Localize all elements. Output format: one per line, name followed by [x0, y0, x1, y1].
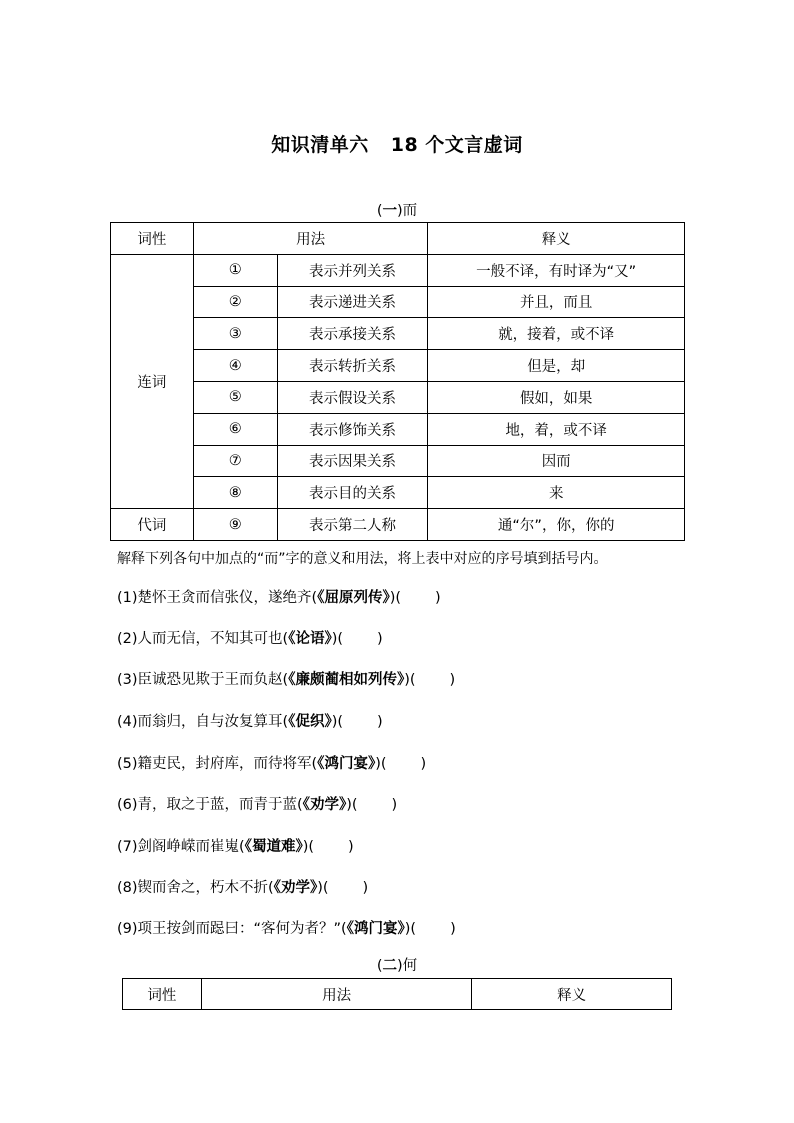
- row-usage: 表示修饰关系: [277, 413, 428, 445]
- table-row: [111, 254, 685, 286]
- row-num: ④: [193, 350, 277, 382]
- section-paren: ): [397, 203, 403, 219]
- table-row: [111, 509, 685, 541]
- section-number: 一: [382, 203, 397, 219]
- row-usage: 表示转折关系: [277, 350, 428, 382]
- item-source: 《劝学》: [273, 880, 318, 896]
- row-usage: 表示承接关系: [277, 318, 428, 350]
- item-text: (6)青，取之于蓝，而青于蓝(: [117, 797, 303, 813]
- usage-table-er: [110, 222, 685, 541]
- row-usage: 表示目的关系: [277, 477, 428, 509]
- table-row: [111, 413, 685, 445]
- item-bracket: )(: [317, 880, 329, 896]
- table-row: [111, 381, 685, 413]
- exercise-item: [117, 793, 397, 814]
- table-row: [111, 318, 685, 350]
- row-usage: 表示假设关系: [277, 381, 428, 413]
- group-pron: 代词: [111, 509, 194, 541]
- row-num: ③: [193, 318, 277, 350]
- exercise-item: [117, 876, 368, 897]
- title-part2: 18 个文言虚词: [390, 134, 523, 156]
- item-bracket: ): [377, 714, 383, 730]
- row-num: ⑥: [193, 413, 277, 445]
- section-paren: (: [376, 958, 383, 974]
- table-header-row: [111, 223, 685, 255]
- table-row: [111, 477, 685, 509]
- table-row: [111, 350, 685, 382]
- group-conj: 连词: [111, 254, 194, 508]
- row-meaning: 一般不译，有时译为“又”: [428, 254, 685, 286]
- row-meaning: 通“尔”，你，你的: [428, 509, 685, 541]
- item-bracket: ): [420, 756, 427, 772]
- item-bracket: )(: [346, 797, 358, 813]
- item-bracket: ): [435, 590, 441, 606]
- item-source: 《屈原列传》: [317, 590, 390, 606]
- row-usage: 表示并列关系: [277, 254, 428, 286]
- item-text: (7)剑阁峥嵘而崔嵬(: [117, 839, 245, 855]
- row-meaning: 来: [428, 477, 685, 509]
- usage-table-he: [122, 978, 672, 1010]
- exercise-item: [117, 835, 354, 856]
- row-meaning: 假如，如果: [428, 381, 685, 413]
- row-meaning: 并且，而且: [428, 286, 685, 318]
- item-bracket: ): [348, 839, 354, 855]
- table-row: [111, 445, 685, 477]
- section-paren: ): [397, 958, 403, 974]
- item-text: (2)人而无信，不知其可也(: [117, 631, 289, 647]
- item-text: (4)而翁归，自与汝复算耳(: [117, 714, 289, 730]
- section-word: 何: [402, 958, 418, 974]
- item-source: 《劝学》: [302, 797, 347, 813]
- row-num: ⑨: [193, 509, 277, 541]
- item-source: 《鸿门宴》: [317, 756, 376, 772]
- exercise-item: [117, 752, 426, 773]
- exercise-item: [117, 710, 383, 731]
- item-bracket: )(: [404, 921, 417, 937]
- table-header-row: [123, 979, 672, 1010]
- row-meaning: 就，接着，或不译: [428, 318, 685, 350]
- exercise-item: [117, 668, 455, 689]
- item-bracket: )(: [302, 839, 315, 855]
- row-meaning: 地，着，或不译: [428, 413, 685, 445]
- item-text: (9)项王按剑而跽曰：“客何为者？”(: [117, 921, 347, 937]
- row-usage: 表示第二人称: [277, 509, 428, 541]
- item-bracket: )(: [375, 756, 387, 772]
- section-paren: (: [376, 203, 383, 219]
- item-bracket: )(: [404, 672, 416, 688]
- item-bracket: ): [391, 797, 398, 813]
- section-heading-1: [0, 199, 794, 220]
- table-row: [111, 286, 685, 318]
- header-meaning: 释义: [472, 979, 672, 1010]
- item-bracket: ): [362, 880, 369, 896]
- item-bracket: ): [377, 631, 383, 647]
- header-usage: 用法: [193, 223, 428, 255]
- instruction-text: 解释下列各句中加点的“而”字的意义和用法，将上表中对应的序号填到括号内。: [117, 551, 608, 567]
- item-text: (1)楚怀王贪而信张仪，遂绝齐(: [117, 590, 318, 606]
- row-meaning: 因而: [428, 445, 685, 477]
- header-pos: 词性: [111, 223, 194, 255]
- item-bracket: ): [449, 672, 456, 688]
- item-bracket: ): [450, 921, 456, 937]
- row-num: ⑤: [193, 381, 277, 413]
- row-meaning: 但是，却: [428, 350, 685, 382]
- header-usage: 用法: [201, 979, 471, 1010]
- item-bracket: )(: [331, 631, 344, 647]
- section-word: 而: [402, 203, 418, 219]
- header-pos: 词性: [123, 979, 202, 1010]
- item-source: 《促织》: [288, 714, 332, 730]
- item-text: (5)籍吏民，封府库，而待将军(: [117, 756, 318, 772]
- section-number: 二: [382, 958, 397, 974]
- item-bracket: )(: [389, 590, 402, 606]
- item-text: (3)臣诚恐见欺于王而负赵(: [117, 672, 289, 688]
- exercise-item: [117, 627, 383, 648]
- row-num: ②: [193, 286, 277, 318]
- item-source: 《鸿门宴》: [346, 921, 405, 937]
- row-num: ⑦: [193, 445, 277, 477]
- title-part1: 知识清单六: [271, 134, 369, 156]
- item-source: 《蜀道难》: [244, 839, 303, 855]
- row-num: ⑧: [193, 477, 277, 509]
- exercise-item: [117, 586, 441, 607]
- item-bracket: )(: [331, 714, 344, 730]
- header-meaning: 释义: [428, 223, 685, 255]
- exercise-item: [117, 917, 456, 938]
- row-num: ①: [193, 254, 277, 286]
- row-usage: 表示因果关系: [277, 445, 428, 477]
- item-source: 《廉颇蔺相如列传》: [288, 672, 405, 688]
- row-usage: 表示递进关系: [277, 286, 428, 318]
- item-text: (8)锲而舍之，朽木不折(: [117, 880, 274, 896]
- page-title: [0, 130, 794, 157]
- section-heading-2: [0, 954, 794, 975]
- item-source: 《论语》: [288, 631, 332, 647]
